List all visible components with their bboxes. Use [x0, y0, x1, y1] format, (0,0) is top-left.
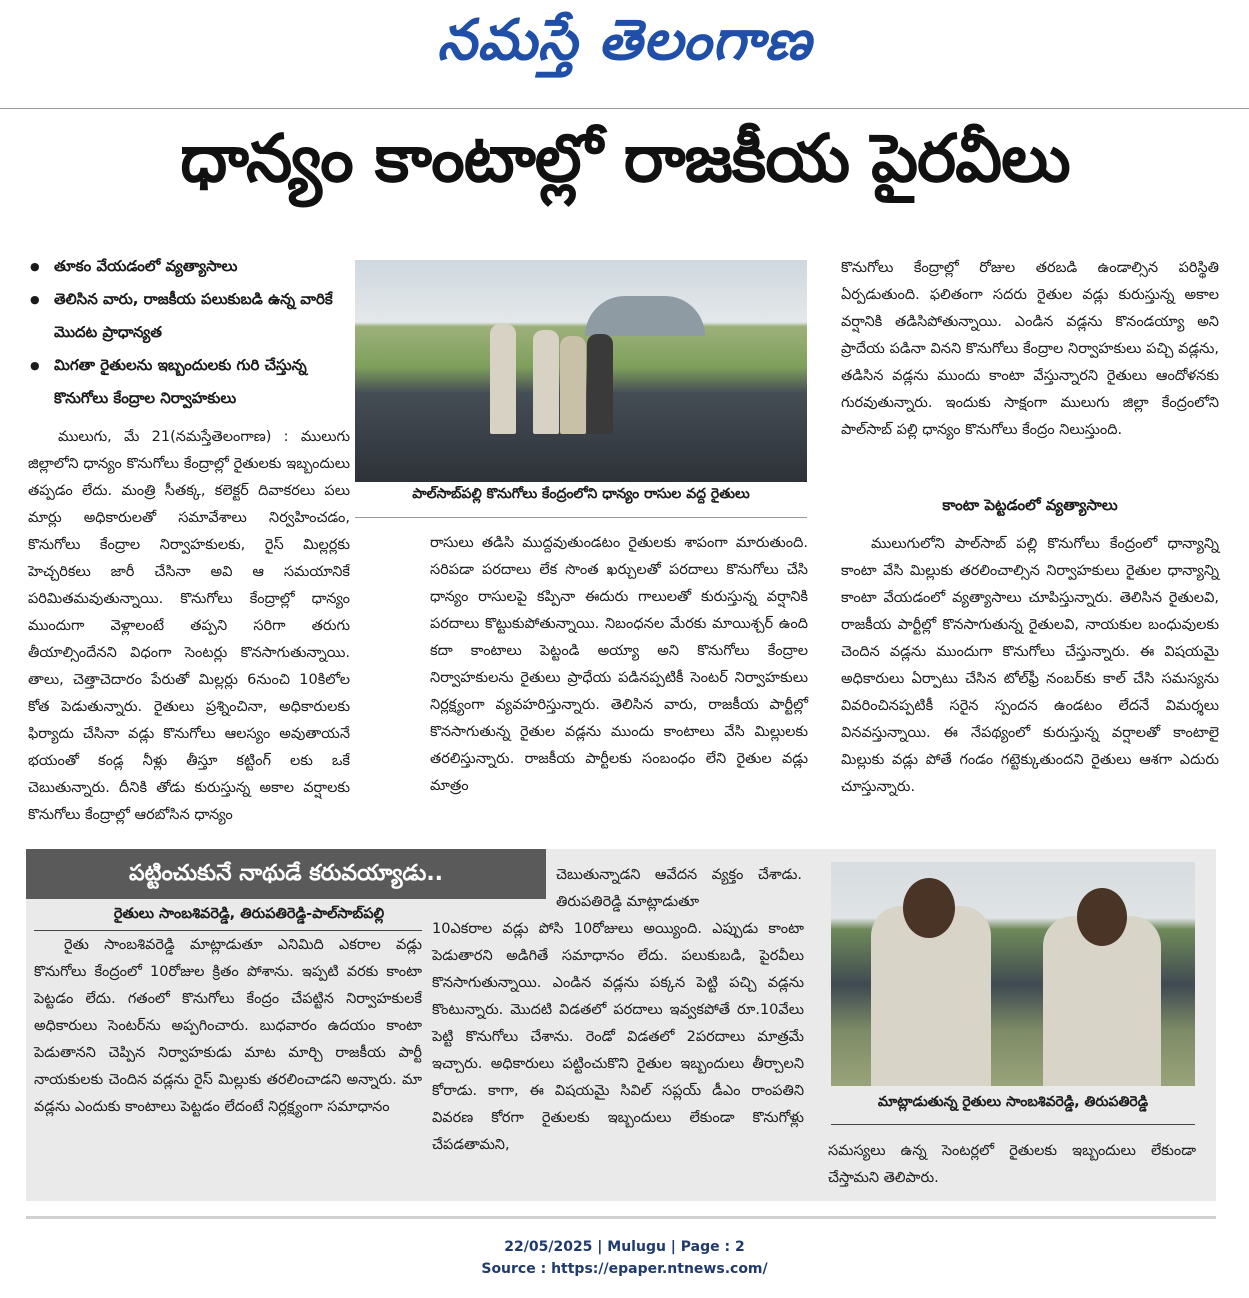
column-subheading: కాంటా పెట్టడంలో వ్యత్యాసాలు: [942, 496, 1118, 514]
caption-rule: [831, 1124, 1195, 1125]
masthead: నమస్తే తెలంగాణ: [437, 8, 812, 73]
masthead-rule: [0, 108, 1249, 109]
farmer-figure: [533, 330, 559, 434]
article-paragraph: ములుగు, మే 21(నమస్తేతెలంగాణ) : ములుగు జిల్లాలోని ధాన్యం కొనుగోలు కేంద్రాల్లో రైతులకు ఇబ్బందులు తప్పడం లేదు. మంత్రి సీతక్క, కలెక్టర్ దివాకరలు పలు మార్లు అధికారులతో సమావేశాలు నిర్వహించడం, కొనుగోలు కేంద్రాల నిర్వాహకులకు, రైస్ మిల్లర్లకు హెచ్చరికలు జారీ చేసినా అవి ఆ సమయానికే పరిమితమవుతున్నాయి. కొనుగోలు కేంద్రాల్లో ధాన్యం ముందుగా వెళ్లాలంటే తప్పని సరిగా తరుగు తీయాల్సిందేనని విధంగా సెంటర్లు కొనసాగుతున్నాయి. తాలు, చెత్తాచెదారం పేరుతో మిల్లర్లు 6నుంచి 10కిలోల కోత పెడుతున్నారు. రైతులు ప్రశ్నించినా, అధికారులకు ఫిర్యాదు చేసినా వడ్లు కొనుగోలు ఆలస్యం అవుతాయనే భయంతో కండ్ల నీళ్లు తీస్తూ కట్టింగ్ లకు ఒకే చెబుతున్నారు. దీనికి తోడు కురుస్తున్న అకాల వర్షాలకు కొనుగోలు కేంద్రాల్లో ఆరబోసిన ధాన్యం: [28, 429, 350, 823]
article-column-3-top: [841, 255, 1219, 444]
photo-caption: పాల్‌సాబ్‌పల్లి కొనుగోలు కేంద్రంలోని ధాన్యం రాసుల వద్ద రైతులు: [412, 486, 750, 502]
article-paragraph: చెబుతున్నాడని ఆవేదన వ్యక్తం చేశాడు. తిరుపతిరెడ్డి మాట్లాడుతూ: [556, 867, 802, 910]
photo-caption: మాట్లాడుతున్న రైతులు సాంబశివరెడ్డి, తిరుపతిరెడ్డి: [877, 1094, 1149, 1110]
sidebar-column-2: [432, 916, 804, 1159]
article-column-2: [430, 530, 808, 800]
bullet-list: [28, 250, 348, 415]
article-column-3-bottom: [841, 531, 1219, 801]
article-paragraph: 10ఎకరాల వడ్లు పోసి 10రోజులు అయ్యింది. ఎప్పుడు కాంటా పెడుతారని అడిగితే సమాధానం లేదు. పలుకుబడి, పైరవీలు కొనసాగుతున్నాయి. ఎండిన వడ్లను పక్కన పెట్టి పచ్చి వడ్లను కొంటున్నారు. మొదటి విడతలో పరదాలు ఇవ్వకపోతే రూ.10వేలు పెట్టి కొనుగోలు చేశాను. రెండో విడతలో 2పరదాలు మాత్రమే ఇచ్చారు. అధికారులు పట్టించుకొని రైతుల ఇబ్బందులు తీర్చాలని కోరాడు. కాగా, ఈ విషయమై సివిల్ సప్లయ్ డీఎం రాంపతిని వివరణ కోరగా రైతులకు ఇబ్బందులు లేకుండా కొనుగోళ్లు చేపడతామని,: [432, 921, 804, 1153]
hill-shape: [585, 296, 705, 336]
article-paragraph: కొనుగోలు కేంద్రాల్లో రోజుల తరబడి ఉండాల్సిన పరిస్థితి ఏర్పడుతుంది. ఫలితంగా సదరు రైతుల వడ్లు కురుస్తున్న అకాల వర్షానికి తడిసిపోతున్నాయి. ఎండిన వడ్లను కొనండయ్యా అని ప్రాదేయ పడినా వినని కొనుగోలు కేంద్రాల నిర్వాహకులు పచ్చి వడ్లను, తడిసిన వడ్లను ముందు కాంటా వేస్తున్నారని రైతులు ఆందోళనకు గురవుతున్నారు. ఇందుకు సాక్షంగా ములుగు జిల్లా కేంద్రంలోని పాల్‌సాబ్ పల్లి ధాన్యం కొనుగోలు కేంద్రం నిలుస్తుంది.: [841, 260, 1219, 438]
page-footer: [0, 1236, 1249, 1280]
sidebar-column-2-top: [556, 862, 802, 916]
farmer-head: [903, 878, 955, 938]
footer-date-line: 22/05/2025 | Mulugu | Page : 2: [504, 1239, 745, 1255]
caption-rule: [355, 517, 807, 518]
farmers-speaking-photo: [831, 862, 1195, 1086]
bullet-item: ● తెలిసిన వారు, రాజకీయ పలుకుబడి ఉన్న వారికే మొదట ప్రాధాన్యత: [28, 283, 348, 349]
farmer-figure: [560, 336, 586, 434]
sidebar-column-1: [34, 932, 422, 1121]
footer-source-line: Source : https://epaper.ntnews.com/: [481, 1261, 768, 1277]
page-bottom-rule: [26, 1216, 1216, 1219]
article-paragraph: ములుగులోని పాల్‌సాబ్ పల్లి కొనుగోలు కేంద్రంలో ధాన్యాన్ని కాంటా వేసి మిల్లుకు తరలించాల్సిన నిర్వాహకులు రైతుల ధాన్యాన్ని కాంటా వేయడంలో వ్యత్యాసాలు చూపిస్తున్నారు. తెలిసిన రైతులవి, రాజకీయ పార్టీల్లో కొనసాగుతున్న రైతులవి, నాయకుల బంధువులకు చెందిన వడ్లను ముందుగా కొనుగోలు చేస్తున్నారు. ఈ విషయమై అధికారులు ఏర్పాటు చేసిన టోల్‌ఫ్రీ నంబర్‌కు కాల్ చేసి సమస్యను వివరించినప్పటికీ సరైన స్పందన ఉండటం లేదనే విమర్శలు వినవస్తున్నాయి. ఈ నేపథ్యంలో కురుస్తున్న వర్షాలతో కాంటాలై మిల్లుకు వడ్లు పోతే గండం గట్టెక్కుతుందని రైతులు ఆశగా ఎదురు చూస్తున్నారు.: [841, 536, 1219, 795]
sidebar-column-3: [828, 1138, 1196, 1192]
bullet-item: ● తూకం వేయడంలో వ్యత్యాసాలు: [28, 250, 348, 283]
article-paragraph: రాసులు తడిసి ముద్దవుతుండటం రైతులకు శాపంగా మారుతుంది. సరిపడా పరదాలు లేక సొంత ఖర్చులతో పరదాలు కొనుగోలు చేసి ధాన్యం రాసులపై కప్పినా ఈదురు గాలులతో కురుస్తున్న వర్షానికి పరదాలు కొట్టుకుపోతున్నాయి. నిబంధనల మేరకు మాయిశ్చర్ ఉంది కదా కాంటాలు పెట్టండి అయ్యా అని కొనుగోలు కేంద్రాల నిర్వాహకులను రైతులు ప్రాధేయ పడినప్పటికీ సెంటర్ నిర్వాహకులు నిర్లక్ష్యంగా వ్యవహరిస్తున్నారు. తెలిసిన వారు, రాజకీయ పార్టీల్లో కొనసాగుతున్న రైతుల వడ్లను ముందు కాంటాలు వేసి మిల్లులకు తరలిస్తున్నారు. రాజకీయ పార్టీలకు సంబంధం లేని రైతుల వడ్లు మాత్రం: [430, 535, 808, 794]
article-paragraph: రైతు సాంబశివరెడ్డి మాట్లాడుతూ ఎనిమిది ఎకరాల వడ్లు కొనుగోలు కేంద్రంలో 10రోజుల క్రితం పోశాను. ఇప్పటి వరకు కాంటా పెట్టడం లేదు. గతంలో కొనుగోలు కేంద్రం చేపట్టిన నిర్వాహకులకే అధికారులు సెంటర్‌ను అప్పగించారు. బుధవారం ఉదయం కాంటా పెడుతానని చెప్పిన నిర్వాహకుడు మాట మార్చి రాజకీయ పార్టీ నాయకులకు చెందిన వడ్లను రైస్ మిల్లుకు తరలించాడని అన్నారు. మా వడ్లను ఎందుకు కాంటాలు పెట్టడం లేదంటే నిర్లక్ష్యంగా సమాధానం: [34, 937, 422, 1115]
paddy-farmers-photo: [355, 260, 807, 482]
sidebar-banner: పట్టించుకునే నాథుడే కరువయ్యాడు..: [26, 849, 546, 899]
article-paragraph: సమస్యలు ఉన్న సెంటర్లలో రైతులకు ఇబ్బందులు లేకుండా చేస్తామని తెలిపారు.: [828, 1143, 1196, 1186]
article-column-1: [28, 424, 350, 829]
farmer-figure: [490, 324, 516, 434]
farmer-head: [1077, 888, 1127, 946]
farmer-figure: [587, 334, 613, 434]
bullet-item: ● మిగతా రైతులను ఇబ్బందులకు గురి చేస్తున్న కొనుగోలు కేంద్రాల నిర్వాహకులు: [28, 349, 348, 415]
headline: ధాన్యం కాంటాల్లో రాజకీయ పైరవీలు: [180, 120, 1070, 197]
byline-rule: [34, 930, 422, 931]
sidebar-byline: రైతులు సాంబశివరెడ్డి, తిరుపతిరెడ్డి-పాల్‌సాబ్‌పల్లి: [113, 906, 385, 922]
